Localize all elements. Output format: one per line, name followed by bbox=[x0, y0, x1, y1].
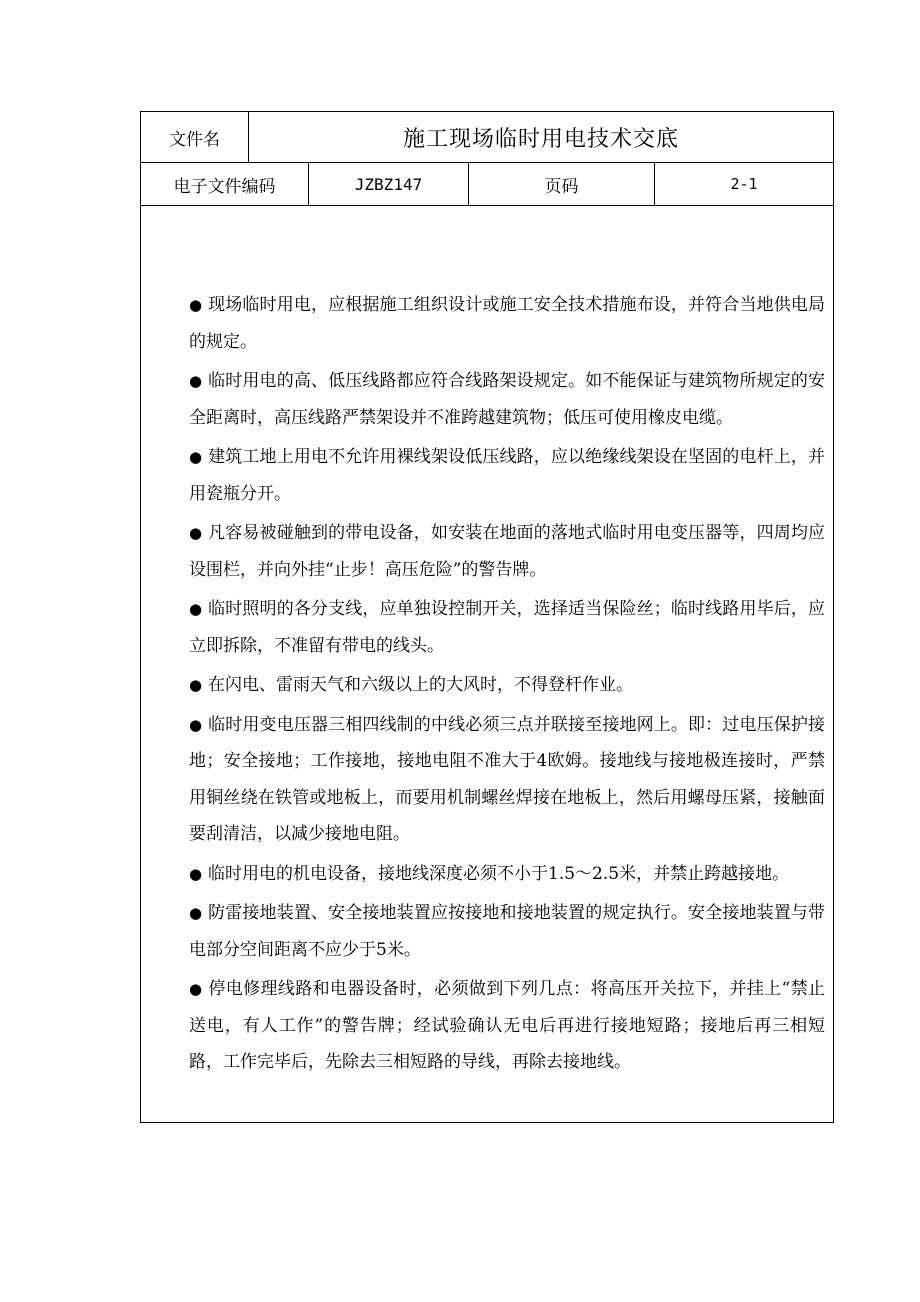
list-item bbox=[189, 707, 825, 853]
list-item bbox=[189, 667, 825, 704]
list-item-text: 临时用电的高、低压线路都应符合线路架设规定。如不能保证与建筑物所规定的安全距离时，高压线路严禁架设并不准跨越建筑物；低压可使用橡皮电缆。 bbox=[189, 371, 825, 428]
bullet-icon: ● bbox=[189, 296, 203, 314]
list-item-text: 临时用变电压器三相四线制的中线必须三点并联接至接地网上。即：过电压保护接地；安全接地；工作接地，接地电阻不准大于4欧姆。接地线与接地极连接时，严禁用铜丝绕在铁管或地板上，而要用机制螺丝焊接在地板上，然后用螺母压紧，接触面要刮清洁，以减少接地电阻。 bbox=[189, 714, 825, 844]
list-item-text: 临时照明的各分支线，应单独设控制开关，选择适当保险丝；临时线路用毕后，应立即拆除，不准留有带电的线头。 bbox=[189, 599, 825, 656]
bullet-icon: ● bbox=[189, 372, 203, 390]
code-value: JZBZ147 bbox=[309, 163, 469, 205]
list-item bbox=[189, 971, 825, 1081]
list-item-text: 建筑工地上用电不允许用裸线架设低压线路，应以绝缘线架设在坚固的电杆上，并用瓷瓶分开。 bbox=[189, 447, 825, 504]
list-item-text: 在闪电、雷雨天气和六级以上的大风时，不得登杆作业。 bbox=[208, 675, 633, 695]
list-item bbox=[189, 515, 825, 588]
bullet-icon: ● bbox=[189, 448, 203, 466]
list-item-text: 现场临时用电，应根据施工组织设计或施工安全技术措施布设，并符合当地供电局的规定。 bbox=[189, 295, 825, 352]
header-row-filename bbox=[141, 112, 833, 163]
bullet-icon: ● bbox=[189, 676, 203, 694]
bullet-icon: ● bbox=[189, 715, 203, 734]
list-item-text: 临时用电的机电设备，接地线深度必须不小于1.5～2.5米，并禁止跨越接地。 bbox=[208, 863, 790, 884]
file-name-label: 文件名 bbox=[141, 112, 249, 162]
list-item bbox=[189, 363, 825, 436]
bullet-icon: ● bbox=[189, 904, 203, 922]
list-item-text: 凡容易被碰触到的带电设备，如安装在地面的落地式临时用电变压器等，四周均应设围栏，并向外挂“止步！高压危险”的警告牌。 bbox=[189, 523, 825, 580]
list-item bbox=[189, 856, 825, 893]
document-frame bbox=[140, 111, 834, 1123]
header-row-code bbox=[141, 163, 833, 206]
list-item bbox=[189, 439, 825, 512]
page-label: 页码 bbox=[469, 163, 655, 205]
document-title: 施工现场临时用电技术交底 bbox=[402, 126, 679, 152]
bullet-icon: ● bbox=[189, 600, 203, 618]
bullet-icon: ● bbox=[189, 980, 203, 998]
list-item bbox=[189, 591, 825, 664]
bullet-icon: ● bbox=[189, 524, 203, 542]
list-item-text: 停电修理线路和电器设备时，必须做到下列几点：将高压开关拉下，并挂上“禁止送电，有人工作”的警告牌；经试验确认无电后再进行接地短路；接地后再三相短路，工作完毕后，先除去三相短路的导线，再除去接地线。 bbox=[189, 979, 825, 1072]
content-body bbox=[189, 287, 825, 1084]
list-item-text: 防雷接地装置、安全接地装置应按接地和接地装置的规定执行。安全接地装置与带电部分空间距离不应少于5米。 bbox=[189, 903, 825, 960]
list-item bbox=[189, 895, 825, 968]
list-item bbox=[189, 287, 825, 360]
bullet-icon: ● bbox=[189, 864, 203, 883]
code-label: 电子文件编码 bbox=[141, 163, 309, 205]
page-value: 2-1 bbox=[730, 175, 758, 193]
